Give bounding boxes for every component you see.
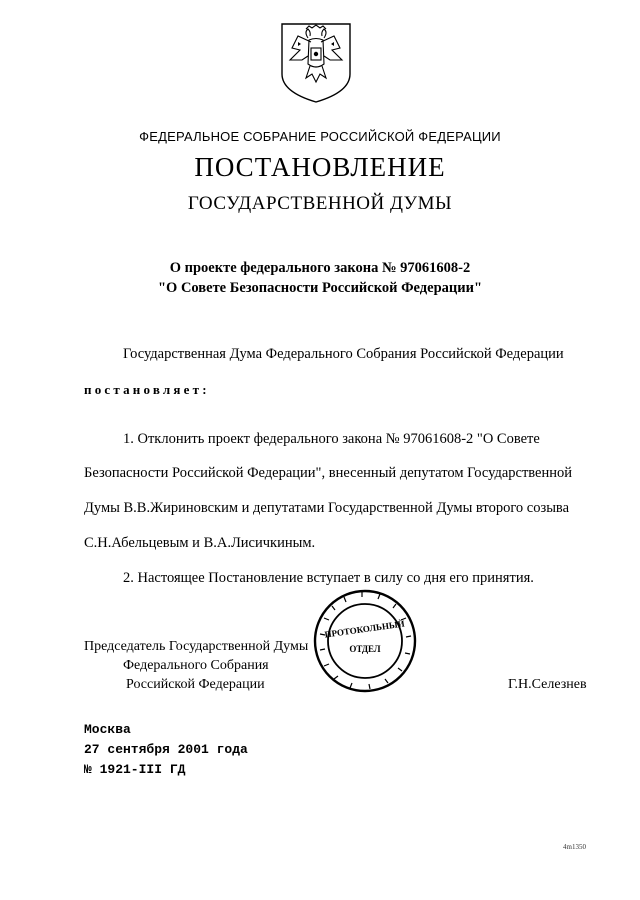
subject-line: "О Совете Безопасности Российской Федерации" (157, 280, 482, 296)
document-title: ПОСТАНОВЛЕНИЕ (194, 152, 446, 182)
signatory-name: Г.Н.Селезнев (508, 677, 587, 692)
signatory-position-line: Российской Федерации (126, 677, 265, 692)
item-1-line: Думы В.В.Жириновским и депутатами Государственной Думы второго созыва (84, 500, 570, 516)
decree-word: постановляет: (84, 382, 210, 397)
document-subtitle: ГОСУДАРСТВЕННОЙ ДУМЫ (187, 193, 453, 214)
item-2-text: 2. Настоящее Постановление вступает в силу со дня его принятия. (123, 570, 534, 586)
signatory-position-line: Федерального Собрания (123, 658, 269, 673)
svg-text:ПРОТОКОЛЬНЫЙ: ПРОТОКОЛЬНЫЙ (323, 618, 406, 640)
preamble-text: Государственная Дума Федерального Собрания Российской Федерации (123, 346, 564, 362)
organization-heading: ФЕДЕРАЛЬНОЕ СОБРАНИЕ РОССИЙСКОЙ ФЕДЕРАЦИИ (139, 129, 501, 144)
footer-document-number: № 1921-III ГД (84, 762, 186, 777)
item-1-line: 1. Отклонить проект федерального закона № 97061608-2 "О Совете (123, 431, 540, 447)
state-emblem-icon (278, 20, 354, 104)
subject-block (0, 258, 640, 298)
item-1-line: Безопасности Российской Федерации", внесенный депутатом Государственной (84, 465, 573, 481)
subject-line: О проекте федерального закона № 97061608-2 (169, 260, 471, 276)
protocol-department-stamp (312, 588, 418, 694)
svg-text:ОТДЕЛ: ОТДЕЛ (349, 644, 381, 654)
registration-code: 4m1350 (563, 843, 586, 851)
footer-date: 27 сентября 2001 года (84, 742, 248, 757)
footer-city: Москва (84, 722, 131, 737)
signatory-position-line: Председатель Государственной Думы (84, 639, 309, 654)
item-1-line: С.Н.Абельцевым и В.А.Лисичкиным. (84, 535, 316, 551)
